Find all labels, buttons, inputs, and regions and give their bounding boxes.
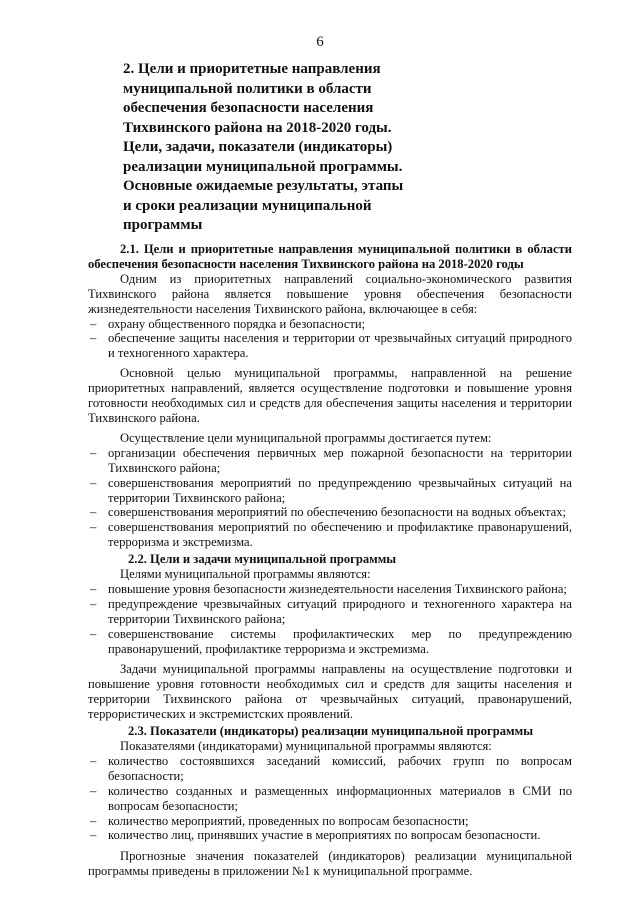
- paragraph-forecast: Прогнозные значения показателей (индикаторов) реализации муниципальной программы приведены в приложении №1 к муниципальной программе.: [88, 849, 572, 879]
- list-item: – охрану общественного порядка и безопасности;: [88, 317, 572, 332]
- subsection-heading-2-2: 2.2. Цели и задачи муниципальной программы: [128, 552, 397, 567]
- priority-list: [88, 317, 572, 362]
- list-item: – организации обеспечения первичных мер пожарной безопасности на территории Тихвинского района;: [88, 446, 572, 476]
- goals-list: [88, 582, 572, 657]
- paragraph-indicators-intro: Показателями (индикаторами) муниципальной программы являются:: [120, 739, 492, 753]
- subsection-heading-2-1: 2.1. Цели и приоритетные направления муниципальной политики в области обеспечения безопасности населения Тихвинского района на 2018-2020 годы: [88, 242, 572, 271]
- list-item: – количество состоявшихся заседаний комиссий, рабочих групп по вопросам безопасности;: [88, 754, 572, 784]
- list-item: – совершенствования мероприятий по обеспечению и профилактике правонарушений, терроризма и экстремизма.: [88, 520, 572, 550]
- list-item: – предупреждение чрезвычайных ситуаций природного и техногенного характера на территории Тихвинского района;: [88, 597, 572, 627]
- ways-list: [88, 446, 572, 550]
- list-item: – обеспечение защиты населения и территории от чрезвычайных ситуаций природного и техногенного характера.: [88, 331, 572, 361]
- title-line: реализации муниципальной программы.: [123, 158, 403, 175]
- paragraph-main-goal: Основной целью муниципальной программы, направленной на решение приоритетных направлений, является осуществление подготовки и повышение уровня готовности необходимых сил и средств для обеспечения защиты населения и территории Тихвинского района.: [88, 366, 572, 425]
- page-number: 6: [316, 34, 324, 50]
- section-title: [123, 60, 423, 236]
- list-item: – количество созданных и размещенных информационных материалов в СМИ по вопросам безопасности;: [88, 784, 572, 814]
- list-item: – повышение уровня безопасности жизнедеятельности населения Тихвинского района;: [88, 582, 572, 597]
- list-item: – совершенствования мероприятий по предупреждению чрезвычайных ситуаций на территории Тихвинского района;: [88, 476, 572, 506]
- title-line: и сроки реализации муниципальной: [123, 197, 372, 214]
- paragraph-priority-directions: Одним из приоритетных направлений социально-экономического развития Тихвинского района является повышение уровня обеспечения безопасности жизнедеятельности населения Тихвинского района, включающее в себя:: [88, 271, 572, 316]
- title-line: Тихвинского района на 2018-2020 годы.: [123, 119, 392, 136]
- paragraph-goal-achieved: Осуществление цели муниципальной программы достигается путем:: [120, 430, 492, 445]
- list-item: – количество мероприятий, проведенных по вопросам безопасности;: [88, 814, 572, 829]
- title-line: Цели, задачи, показатели (индикаторы): [123, 139, 393, 155]
- list-item: – количество лиц, принявших участие в мероприятиях по вопросам безопасности.: [88, 828, 572, 843]
- title-line: обеспечения безопасности населения: [123, 100, 374, 116]
- paragraph-goals-intro: Целями муниципальной программы являются:: [120, 567, 371, 582]
- paragraph-tasks: Задачи муниципальной программы направлены на осуществление подготовки и повышение уровня готовности необходимых сил и средств для защиты населения и территории Тихвинского района от чрезвычайных ситуаций, правонарушений, террористических и экстремистских проявлений.: [88, 662, 572, 722]
- indicators-list: [88, 754, 572, 843]
- title-line: муниципальной политики в области: [123, 80, 372, 97]
- document-body: [88, 242, 572, 879]
- title-line: 2. Цели и приоритетные направления: [123, 61, 381, 77]
- subsection-heading-2-3: 2.3. Показатели (индикаторы) реализации муниципальной программы: [128, 724, 534, 739]
- list-item: – совершенствования мероприятий по обеспечению безопасности на водных объектах;: [88, 505, 572, 520]
- list-item: – совершенствование системы профилактических мер по предупреждению правонарушений, профилактике терроризма и экстремизма.: [88, 627, 572, 657]
- title-line: Основные ожидаемые результаты, этапы: [123, 178, 404, 194]
- title-line: программы: [123, 217, 203, 233]
